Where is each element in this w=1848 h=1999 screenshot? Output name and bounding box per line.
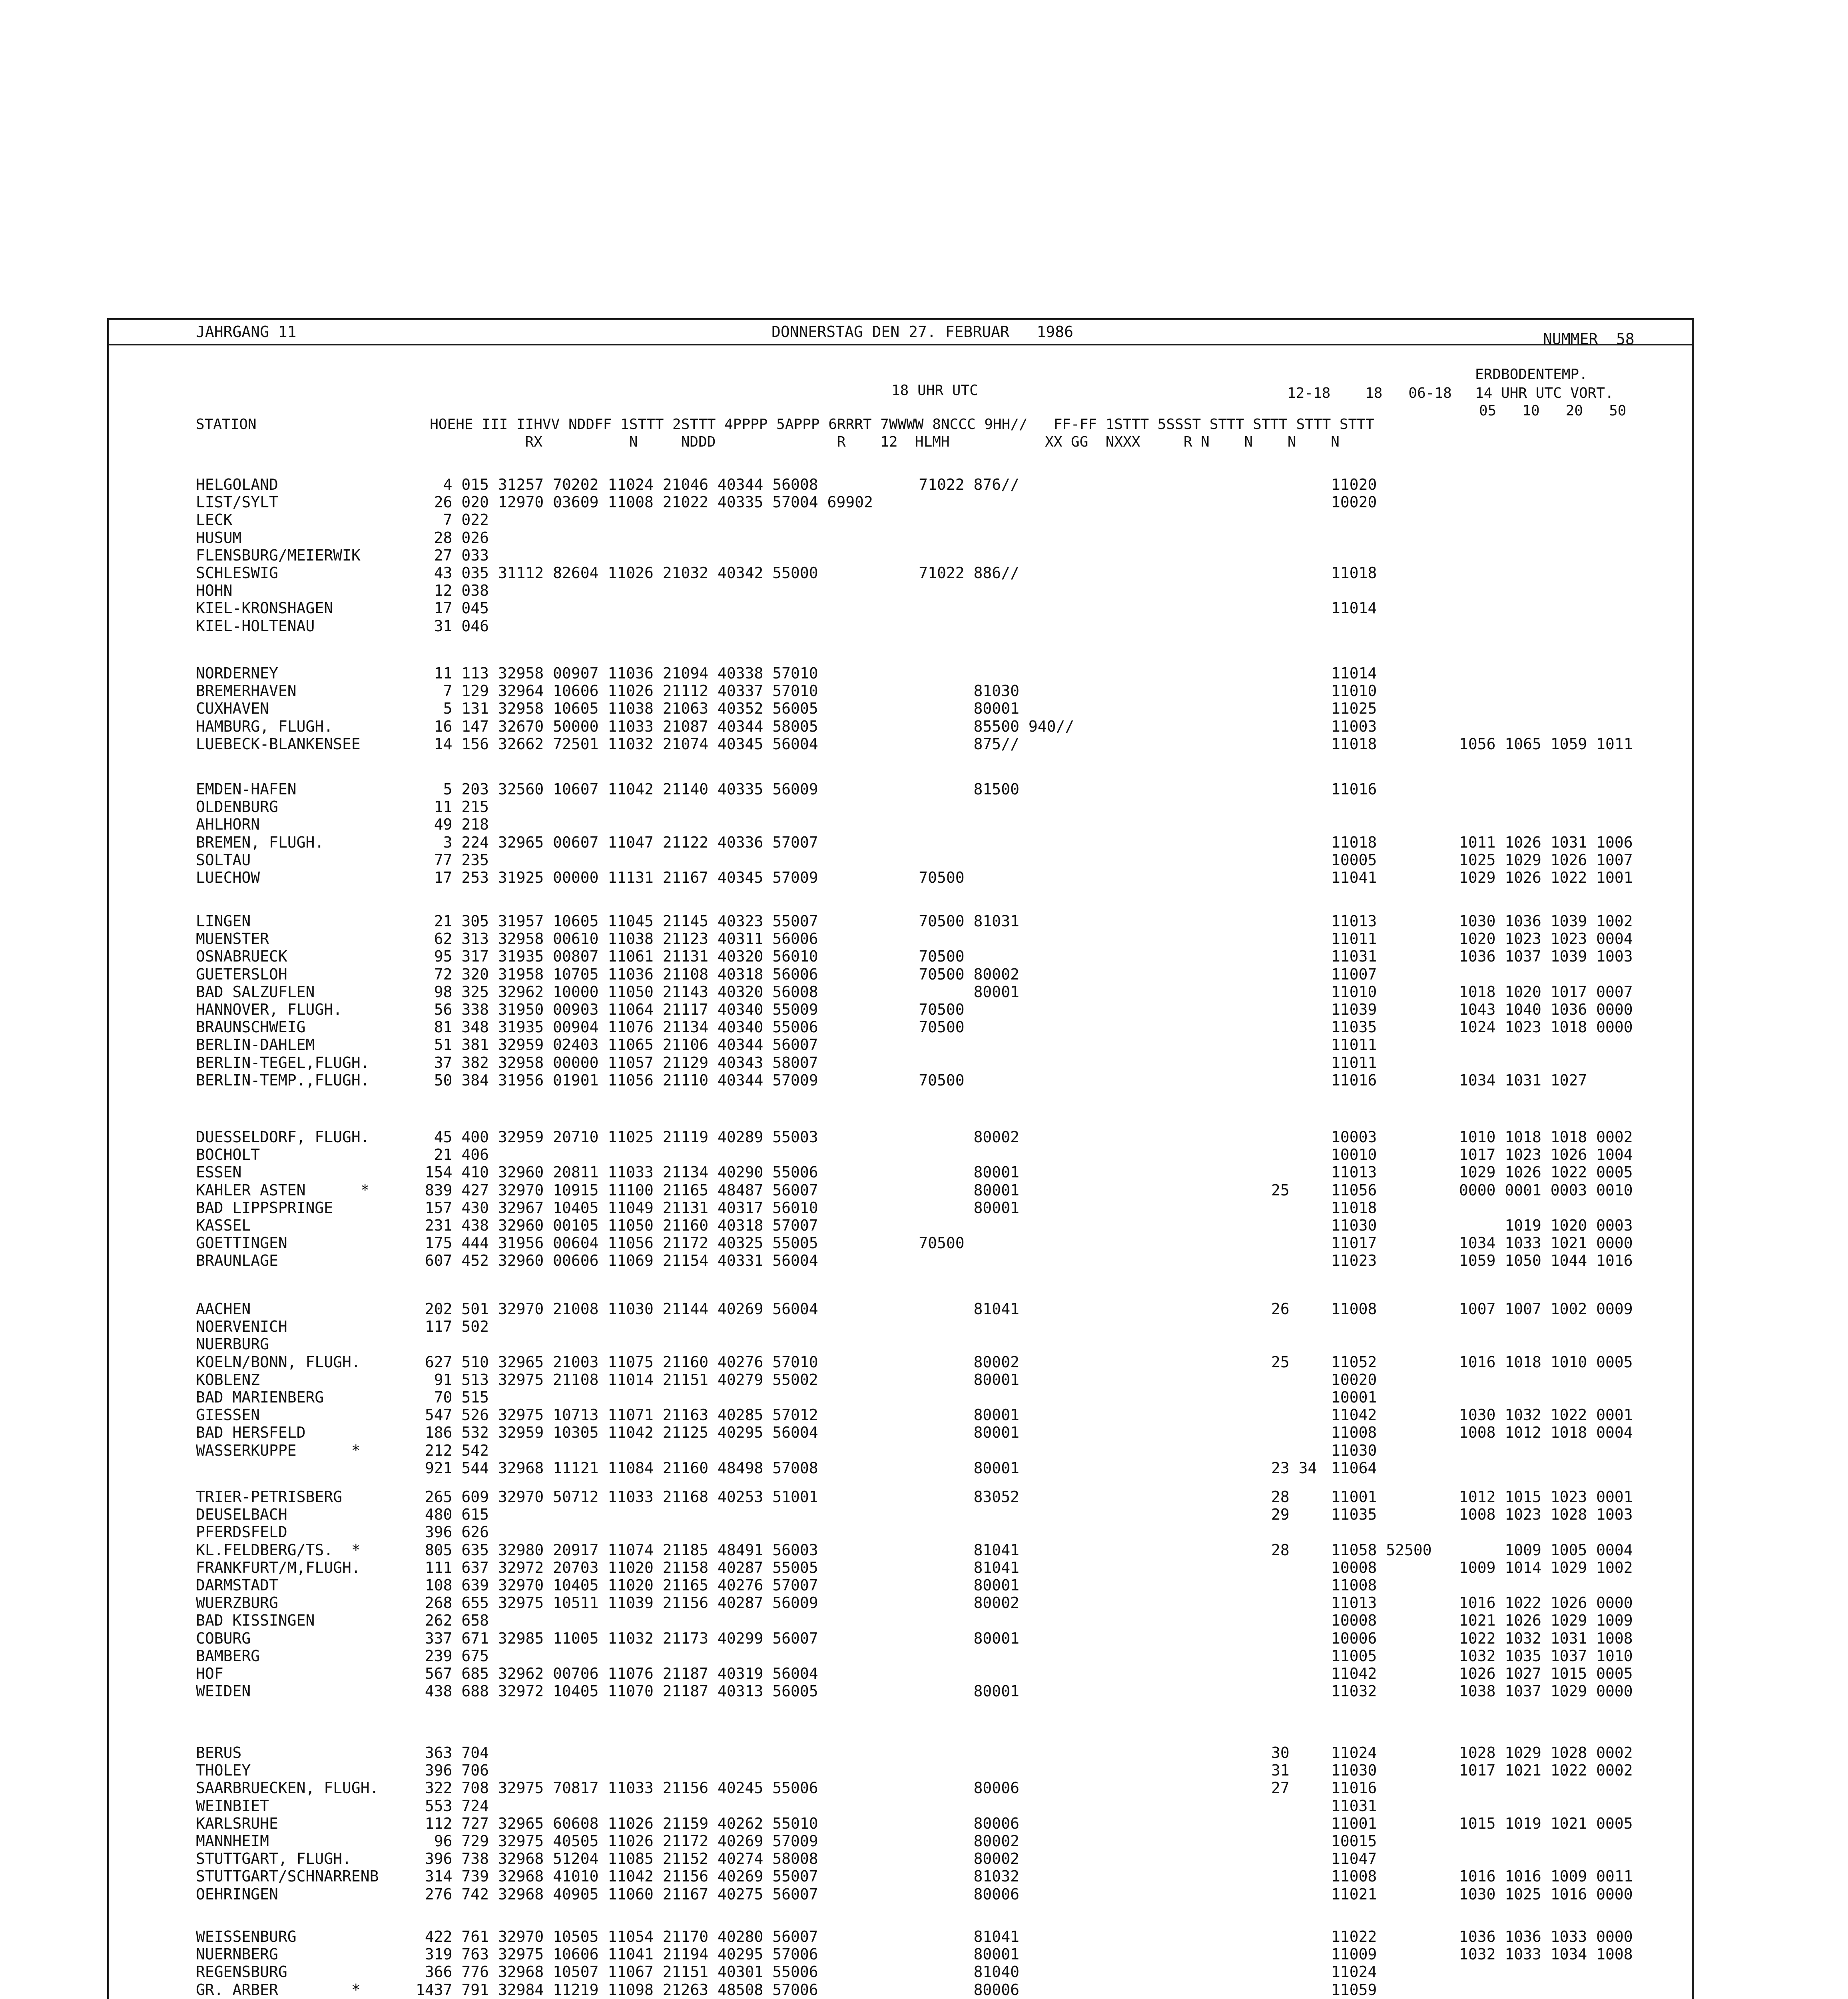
max-temp-value: 11035 <box>1331 1506 1377 1524</box>
station-name: KARLSRUHE <box>196 1814 278 1832</box>
station-name: MUENSTER <box>196 930 269 948</box>
observation-code: 7 129 32964 10606 11026 21112 40337 57010 81030 <box>416 682 1102 700</box>
soil-temp-values: 1024 1023 1018 0000 <box>1459 1018 1633 1036</box>
station-name: HOF <box>196 1665 223 1682</box>
observation-code: 314 739 32968 41010 11042 21156 40269 55007 81032 <box>416 1867 1102 1885</box>
station-name: GR. ARBER * <box>196 1981 361 1999</box>
station-name: BREMEN, FLUGH. <box>196 833 324 851</box>
max-temp-value: 11030 <box>1331 1441 1377 1459</box>
max-temp-value: 10005 <box>1331 851 1377 869</box>
soil-temp-values: 1036 1037 1039 1003 <box>1459 948 1633 966</box>
observation-code: 231 438 32960 00105 11050 21160 40318 57007 <box>416 1217 1102 1234</box>
soil-temp-values: 1025 1029 1026 1007 <box>1459 851 1633 869</box>
soil-temp-values: 1015 1019 1021 0005 <box>1459 1814 1633 1832</box>
date-label: DONNERSTAG DEN 27. FEBRUAR 1986 <box>771 323 1073 341</box>
observation-code: 45 400 32959 20710 11025 21119 40289 55003 80002 <box>416 1128 1102 1146</box>
observation-code: 17 045 <box>416 599 1102 617</box>
max-temp-value: 11008 <box>1331 1424 1377 1442</box>
station-name: HANNOVER, FLUGH. <box>196 1001 343 1018</box>
station-name: WEINBIET <box>196 1797 269 1815</box>
station-name: LECK <box>196 511 233 529</box>
observation-code: 108 639 32970 10405 11020 21165 40276 57007 80001 <box>416 1576 1102 1594</box>
max-temp-value: 11024 <box>1331 1744 1377 1762</box>
station-name: AACHEN <box>196 1300 251 1318</box>
station-name: DUESSELDORF, FLUGH. <box>196 1128 370 1146</box>
soil-temp-values: 1032 1035 1037 1010 <box>1459 1647 1633 1665</box>
observation-code: 5 131 32958 10605 11038 21063 40352 56005 80001 <box>416 700 1102 718</box>
observation-code: 322 708 32975 70817 11033 21156 40245 55006 80006 <box>416 1779 1102 1797</box>
observation-code: 5 203 32560 10607 11042 21140 40335 56009 81500 <box>416 780 1102 798</box>
station-name: PFERDSFELD <box>196 1523 287 1541</box>
max-temp-value: 11016 <box>1331 1071 1377 1089</box>
station-name: OEHRINGEN <box>196 1885 278 1903</box>
station-name: BRAUNSCHWEIG <box>196 1018 306 1036</box>
max-temp-value: 11039 <box>1331 1001 1377 1018</box>
max-temp-value: 11032 <box>1331 1682 1377 1700</box>
soil-temp-values: 1010 1018 1018 0002 <box>1459 1128 1633 1146</box>
observation-code: 396 706 <box>416 1762 1102 1780</box>
observation-code: 1437 791 32984 11219 11098 21263 48508 57006 80006 <box>416 1981 1102 1999</box>
station-name: BAD SALZUFLEN <box>196 983 315 1001</box>
soil-temp-values: 1016 1016 1009 0011 <box>1459 1867 1633 1885</box>
observation-code: 265 609 32970 50712 11033 21168 40253 51001 83052 <box>416 1488 1102 1506</box>
station-name: KOBLENZ <box>196 1371 260 1389</box>
observation-code: 157 430 32967 10405 11049 21131 40317 56010 80001 <box>416 1199 1102 1217</box>
observation-code <box>416 1335 1102 1354</box>
station-name: GOETTINGEN <box>196 1234 287 1252</box>
station-name: FRANKFURT/M,FLUGH. <box>196 1558 361 1576</box>
station-name: BRAUNLAGE <box>196 1252 278 1270</box>
max-temp-value: 10001 <box>1331 1389 1377 1406</box>
max-temp-value: 11018 <box>1331 1199 1377 1217</box>
observation-code: 31 046 <box>416 617 1102 635</box>
station-name: KIEL-HOLTENAU <box>196 617 315 635</box>
max-temp-value: 11058 52500 <box>1331 1541 1432 1559</box>
soil-temp-values: 1008 1023 1028 1003 <box>1459 1506 1633 1524</box>
observation-code: 28 026 <box>416 529 1102 547</box>
observation-code: 26 020 12970 03609 11008 21022 40335 57004 69902 <box>416 493 1111 511</box>
station-name: LUEBECK-BLANKENSEE <box>196 735 361 753</box>
observation-code: 212 542 <box>416 1441 1102 1459</box>
soil-temp-values: 1016 1022 1026 0000 <box>1459 1594 1633 1612</box>
observation-code: 62 313 32958 00610 11038 21123 40311 56006 <box>416 930 1102 948</box>
observation-code: 14 156 32662 72501 11032 21074 40345 56004 875// <box>416 735 1102 753</box>
station-name: STUTTGART/SCHNARRENB <box>196 1867 379 1885</box>
station-name: KL.FELDBERG/TS. * <box>196 1541 361 1559</box>
observation-code: 11 113 32958 00907 11036 21094 40338 57010 <box>416 664 1111 682</box>
observation-code: 202 501 32970 21008 11030 21144 40269 56004 81041 <box>416 1300 1102 1318</box>
station-name: NORDERNEY <box>196 664 278 682</box>
observation-code: 627 510 32965 21003 11075 21160 40276 57010 80002 <box>416 1353 1102 1371</box>
max-temp-value: 11014 <box>1331 664 1377 682</box>
observation-code: 43 035 31112 82604 11026 21032 40342 55000 71022 886// <box>416 564 1102 582</box>
station-name: KOELN/BONN, FLUGH. <box>196 1353 361 1371</box>
max-temp-value: 11014 <box>1331 599 1377 617</box>
observation-code: 239 675 <box>416 1647 1102 1665</box>
observation-code: 337 671 32985 11005 11032 21173 40299 56007 80001 <box>416 1629 1102 1647</box>
station-name: KAHLER ASTEN * <box>196 1181 370 1199</box>
observation-code: 50 384 31956 01901 11056 21110 40344 57009 70500 <box>416 1071 1102 1089</box>
station-name: HAMBURG, FLUGH. <box>196 717 333 735</box>
observation-code: 49 218 <box>416 816 1102 834</box>
soil-temp-values: 1007 1007 1002 0009 <box>1459 1300 1633 1318</box>
station-name: STUTTGART, FLUGH. <box>196 1850 351 1868</box>
soil-temp-values: 1028 1029 1028 0002 <box>1459 1744 1633 1762</box>
max-temp-value: 11008 <box>1331 1867 1377 1885</box>
soil-temp-values: 1030 1036 1039 1002 <box>1459 912 1633 930</box>
observation-code: 567 685 32962 00706 11076 21187 40319 56004 <box>416 1665 1102 1682</box>
station-name: FLENSBURG/MEIERWIK <box>196 546 361 564</box>
soil-temp-values: 1059 1050 1044 1016 <box>1459 1252 1633 1270</box>
observation-code: 21 305 31957 10605 11045 21145 40323 55007 70500 81031 <box>416 912 1102 930</box>
observation-code: 117 502 <box>416 1318 1102 1336</box>
max-temp-value: 11020 <box>1331 476 1377 493</box>
jahrgang-label: JAHRGANG 11 <box>196 323 297 341</box>
max-temp-value: 11009 <box>1331 1945 1377 1963</box>
soil-temp-values: 1011 1026 1031 1006 <box>1459 833 1633 851</box>
observation-code: 96 729 32975 40505 11026 21172 40269 57009 80002 <box>416 1832 1102 1850</box>
station-name: BERLIN-DAHLEM <box>196 1036 315 1054</box>
max-temp-value: 11042 <box>1331 1665 1377 1682</box>
max-temp-value: 11017 <box>1331 1234 1377 1252</box>
station-name: GUETERSLOH <box>196 965 287 983</box>
wind-gust-value: 28 <box>1271 1488 1290 1506</box>
station-name: BREMERHAVEN <box>196 682 297 700</box>
observation-code: 805 635 32980 20917 11074 21185 48491 56003 81041 <box>416 1541 1102 1559</box>
max-temp-value: 11025 <box>1331 700 1377 718</box>
wind-gust-value: 28 <box>1271 1541 1290 1559</box>
soil-temp-values: 1043 1040 1036 0000 <box>1459 1001 1633 1018</box>
soil-temp-label: ERDBODENTEMP. <box>1475 366 1588 383</box>
wind-gust-value: 30 <box>1271 1744 1290 1762</box>
max-temp-value: 11031 <box>1331 1797 1377 1815</box>
observation-code: 186 532 32959 10305 11042 21125 40295 56004 80001 <box>416 1424 1102 1442</box>
max-temp-value: 11001 <box>1331 1814 1377 1832</box>
soil-temp-values: 1032 1033 1034 1008 <box>1459 1945 1633 1963</box>
soil-temp-values: 1016 1018 1010 0005 <box>1459 1353 1633 1371</box>
max-temp-value: 11059 <box>1331 1981 1377 1999</box>
observation-code: 56 338 31950 00903 11064 21117 40340 55009 70500 <box>416 1001 1102 1018</box>
station-name: OSNABRUECK <box>196 948 287 966</box>
soil-temp-values: 1022 1032 1031 1008 <box>1459 1629 1633 1647</box>
station-name: EMDEN-HAFEN <box>196 780 297 798</box>
soil-temp-values: 1009 1005 0004 <box>1459 1541 1633 1559</box>
max-temp-value: 10008 <box>1331 1558 1377 1576</box>
max-temp-value: 11010 <box>1331 983 1377 1001</box>
station-name: BAD KISSINGEN <box>196 1612 315 1630</box>
max-temp-value: 10015 <box>1331 1832 1377 1850</box>
observation-code: 72 320 31958 10705 11036 21108 40318 56006 70500 80002 <box>416 965 1102 983</box>
soil-temp-values: 1017 1023 1026 1004 <box>1459 1146 1633 1164</box>
station-name: LUECHOW <box>196 869 260 886</box>
max-temp-value: 11016 <box>1331 780 1377 798</box>
max-temp-value: 11024 <box>1331 1963 1377 1981</box>
max-temp-value: 11030 <box>1331 1762 1377 1780</box>
observation-code: 396 626 <box>416 1523 1102 1541</box>
observation-code: 921 544 32968 11121 11084 21160 48498 57008 80001 <box>416 1459 1102 1477</box>
observation-code: 366 776 32968 10507 11067 21151 40301 55006 81040 <box>416 1963 1102 1981</box>
max-temp-value: 11042 <box>1331 1406 1377 1424</box>
soil-temp-values: 1030 1032 1022 0001 <box>1459 1406 1633 1424</box>
observation-code: 396 738 32968 51204 11085 21152 40274 58008 80002 <box>416 1850 1102 1868</box>
wind-gust-value: 26 <box>1271 1300 1290 1318</box>
station-name: GIESSEN <box>196 1406 260 1424</box>
station-name: HOHN <box>196 582 233 600</box>
max-temp-value: 11013 <box>1331 1594 1377 1612</box>
station-name: BERLIN-TEGEL,FLUGH. <box>196 1053 370 1071</box>
header-rule <box>107 344 1694 345</box>
station-name: BAD LIPPSPRINGE <box>196 1199 333 1217</box>
max-temp-value: 11018 <box>1331 564 1377 582</box>
max-temp-value: 11011 <box>1331 1036 1377 1054</box>
observation-code: 37 382 32958 00000 11057 21129 40343 58007 <box>416 1053 1102 1071</box>
station-name: BERLIN-TEMP.,FLUGH. <box>196 1071 370 1089</box>
station-name: KIEL-KRONSHAGEN <box>196 599 333 617</box>
soil-temp-values: 1018 1020 1017 0007 <box>1459 983 1633 1001</box>
station-name: NOERVENICH <box>196 1318 287 1336</box>
max-temp-value: 11047 <box>1331 1850 1377 1868</box>
max-temp-value: 11022 <box>1331 1928 1377 1945</box>
observation-code: 422 761 32970 10505 11054 21170 40280 56007 81041 <box>416 1928 1102 1945</box>
station-name: BERUS <box>196 1744 242 1762</box>
soil-temp-values: 1009 1014 1029 1002 <box>1459 1558 1633 1576</box>
soil-temp-values: 1038 1037 1029 0000 <box>1459 1682 1633 1700</box>
station-name: THOLEY <box>196 1762 251 1780</box>
station-name: LINGEN <box>196 912 251 930</box>
observation-code: 268 655 32975 10511 11039 21156 40287 56009 80002 <box>416 1594 1102 1612</box>
station-name: NUERNBERG <box>196 1945 278 1963</box>
observation-code: 112 727 32965 60608 11026 21159 40262 55010 80006 <box>416 1814 1102 1832</box>
soil-temp-values: 0000 0001 0003 0010 <box>1459 1181 1633 1199</box>
station-name: BAD MARIENBERG <box>196 1389 324 1406</box>
station-name: HUSUM <box>196 529 242 547</box>
station-name: WASSERKUPPE * <box>196 1441 361 1459</box>
soil-temp-values: 1029 1026 1022 1001 <box>1459 869 1633 886</box>
observation-code: 480 615 <box>416 1506 1102 1524</box>
station-name: NUERBURG <box>196 1335 269 1353</box>
max-temp-value: 11013 <box>1331 1163 1377 1181</box>
max-temp-value: 11008 <box>1331 1576 1377 1594</box>
max-temp-value: 11052 <box>1331 1353 1377 1371</box>
wind-gust-value: 27 <box>1271 1779 1290 1797</box>
soil-temp-values: 1026 1027 1015 0005 <box>1459 1665 1633 1682</box>
max-temp-value: 11018 <box>1331 735 1377 753</box>
station-name: BAD HERSFELD <box>196 1424 306 1442</box>
max-temp-value: 10006 <box>1331 1629 1377 1647</box>
station-name: ESSEN <box>196 1163 242 1181</box>
station-name: BOCHOLT <box>196 1146 260 1164</box>
station-name: TRIER-PETRISBERG <box>196 1488 343 1506</box>
max-temp-value: 11011 <box>1331 1053 1377 1071</box>
observation-code: 12 038 <box>416 582 1102 600</box>
station-name: LIST/SYLT <box>196 493 278 511</box>
observation-code: 438 688 32972 10405 11070 21187 40313 56005 80001 <box>416 1682 1102 1700</box>
station-name: KASSEL <box>196 1217 251 1234</box>
observation-code: 21 406 <box>416 1146 1102 1164</box>
station-name: AHLHORN <box>196 816 260 834</box>
observation-code: 51 381 32959 02403 11065 21106 40344 56007 <box>416 1036 1102 1054</box>
observation-code: 4 015 31257 70202 11024 21046 40344 56008 71022 876// <box>416 476 1102 493</box>
soil-temp-values: 1034 1033 1021 0000 <box>1459 1234 1633 1252</box>
max-temp-value: 10010 <box>1331 1146 1377 1164</box>
max-temp-value: 11030 <box>1331 1217 1377 1234</box>
column-header-2: RX N NDDD R 12 HLMH XX GG NXXX R N N N N <box>196 434 1340 450</box>
max-temp-value: 11056 <box>1331 1181 1377 1199</box>
max-temp-value: 11041 <box>1331 869 1377 886</box>
max-temp-value: 10020 <box>1331 493 1377 511</box>
soil-temp-values: 1012 1015 1023 0001 <box>1459 1488 1633 1506</box>
observation-code: 175 444 31956 00604 11056 21172 40325 55005 70500 <box>416 1234 1102 1252</box>
station-name: DARMSTADT <box>196 1576 278 1594</box>
station-name: MANNHEIM <box>196 1832 269 1850</box>
soil-temp-values: 1036 1036 1033 0000 <box>1459 1928 1633 1945</box>
observation-code: 111 637 32972 20703 11020 21158 40287 55005 81041 <box>416 1558 1102 1576</box>
observation-code: 276 742 32968 40905 11060 21167 40275 56007 80006 <box>416 1885 1102 1903</box>
observation-code: 607 452 32960 00606 11069 21154 40331 56004 <box>416 1252 1102 1270</box>
wind-gust-value: 25 <box>1271 1181 1290 1199</box>
observation-code: 839 427 32970 10915 11100 21165 48487 56007 80001 <box>416 1181 1102 1199</box>
max-temp-value: 11003 <box>1331 717 1377 735</box>
observation-code: 16 147 32670 50000 11033 21087 40344 58005 85500 940// <box>416 717 1102 735</box>
soil-temp-values: 1029 1026 1022 0005 <box>1459 1163 1633 1181</box>
column-header-1: STATION HOEHE III IIHVV NDDFF 1STTT 2STTT 4PPPP 5APPP 6RRRT 7WWWW 8NCCC 9HH// FF-FF 1STTT 5SSST STTT STTT STTT STTT <box>196 416 1374 433</box>
soil-temp-values: 1034 1031 1027 <box>1459 1071 1587 1089</box>
observation-code: 81 348 31935 00904 11076 21134 40340 55006 70500 <box>416 1018 1102 1036</box>
period-label: 12-18 18 06-18 <box>1287 385 1452 401</box>
observation-code: 91 513 32975 21108 11014 21151 40279 55002 80001 <box>416 1371 1102 1389</box>
observation-code: 319 763 32975 10606 11041 21194 40295 57006 80001 <box>416 1945 1102 1963</box>
max-temp-value: 11011 <box>1331 930 1377 948</box>
station-name: SAARBRUECKEN, FLUGH. <box>196 1779 379 1797</box>
station-name: COBURG <box>196 1629 251 1647</box>
station-name: BAMBERG <box>196 1647 260 1665</box>
max-temp-value: 11013 <box>1331 912 1377 930</box>
max-temp-value: 11031 <box>1331 948 1377 966</box>
station-name: WEIDEN <box>196 1682 251 1700</box>
station-name: HELGOLAND <box>196 476 278 493</box>
wind-gust-value: 31 <box>1271 1762 1290 1780</box>
station-name: WUERZBURG <box>196 1594 278 1612</box>
soil-temp-values: 1021 1026 1029 1009 <box>1459 1612 1633 1630</box>
observation-code: 7 022 <box>416 511 1102 529</box>
soil-temp-values: 1056 1065 1059 1011 <box>1459 735 1633 753</box>
observation-code: 17 253 31925 00000 11131 21167 40345 57009 70500 <box>416 869 1102 886</box>
station-name: SCHLESWIG <box>196 564 278 582</box>
observation-code: 98 325 32962 10000 11050 21143 40320 56008 80001 <box>416 983 1102 1001</box>
station-name: CUXHAVEN <box>196 700 269 718</box>
max-temp-value: 11023 <box>1331 1252 1377 1270</box>
soil-temp-values: 1020 1023 1023 0004 <box>1459 930 1633 948</box>
max-temp-value: 11018 <box>1331 833 1377 851</box>
max-temp-value: 10008 <box>1331 1612 1377 1630</box>
observation-code: 70 515 <box>416 1389 1102 1406</box>
max-temp-value: 11005 <box>1331 1647 1377 1665</box>
max-temp-value: 11001 <box>1331 1488 1377 1506</box>
soil-time-label: 14 UHR UTC VORT. <box>1475 385 1614 401</box>
observation-code: 95 317 31935 00807 11061 21131 40320 56010 70500 <box>416 948 1102 966</box>
observation-code: 553 724 <box>416 1797 1102 1815</box>
max-temp-value: 11007 <box>1331 965 1377 983</box>
max-temp-value: 11010 <box>1331 682 1377 700</box>
observation-code: 547 526 32975 10713 11071 21163 40285 57012 80001 <box>416 1406 1102 1424</box>
max-temp-value: 11021 <box>1331 1885 1377 1903</box>
soil-temp-values: 1017 1021 1022 0002 <box>1459 1762 1633 1780</box>
soil-depths: 05 10 20 50 <box>1479 403 1627 419</box>
max-temp-value: 11008 <box>1331 1300 1377 1318</box>
observation-code: 3 224 32965 00607 11047 21122 40336 57007 <box>416 833 1102 851</box>
max-temp-value: 11035 <box>1331 1018 1377 1036</box>
observation-code: 363 704 <box>416 1744 1102 1762</box>
max-temp-value: 10020 <box>1331 1371 1377 1389</box>
station-name: REGENSBURG <box>196 1963 287 1981</box>
utc-label: 18 UHR UTC <box>891 382 978 399</box>
wind-gust-value: 29 <box>1271 1506 1290 1524</box>
station-name: SOLTAU <box>196 851 251 869</box>
soil-temp-values: 1008 1012 1018 0004 <box>1459 1424 1633 1442</box>
max-temp-value: 10003 <box>1331 1128 1377 1146</box>
station-name: OLDENBURG <box>196 798 278 816</box>
max-temp-value: 11016 <box>1331 1779 1377 1797</box>
observation-code: 27 033 <box>416 546 1102 564</box>
wind-gust-value: 23 34 <box>1271 1459 1317 1477</box>
soil-temp-values: 1019 1020 0003 <box>1459 1217 1633 1234</box>
observation-code: 154 410 32960 20811 11033 21134 40290 55006 80001 <box>416 1163 1102 1181</box>
observation-code: 262 658 <box>416 1612 1102 1630</box>
observation-code: 11 215 <box>416 798 1102 816</box>
wind-gust-value: 25 <box>1271 1353 1290 1371</box>
station-name: WEISSENBURG <box>196 1928 297 1945</box>
max-temp-value: 11064 <box>1331 1459 1377 1477</box>
station-name: DEUSELBACH <box>196 1506 287 1524</box>
observation-code: 77 235 <box>416 851 1102 869</box>
issue-number: NUMMER 58 <box>1543 330 1635 348</box>
soil-temp-values: 1030 1025 1016 0000 <box>1459 1885 1633 1903</box>
